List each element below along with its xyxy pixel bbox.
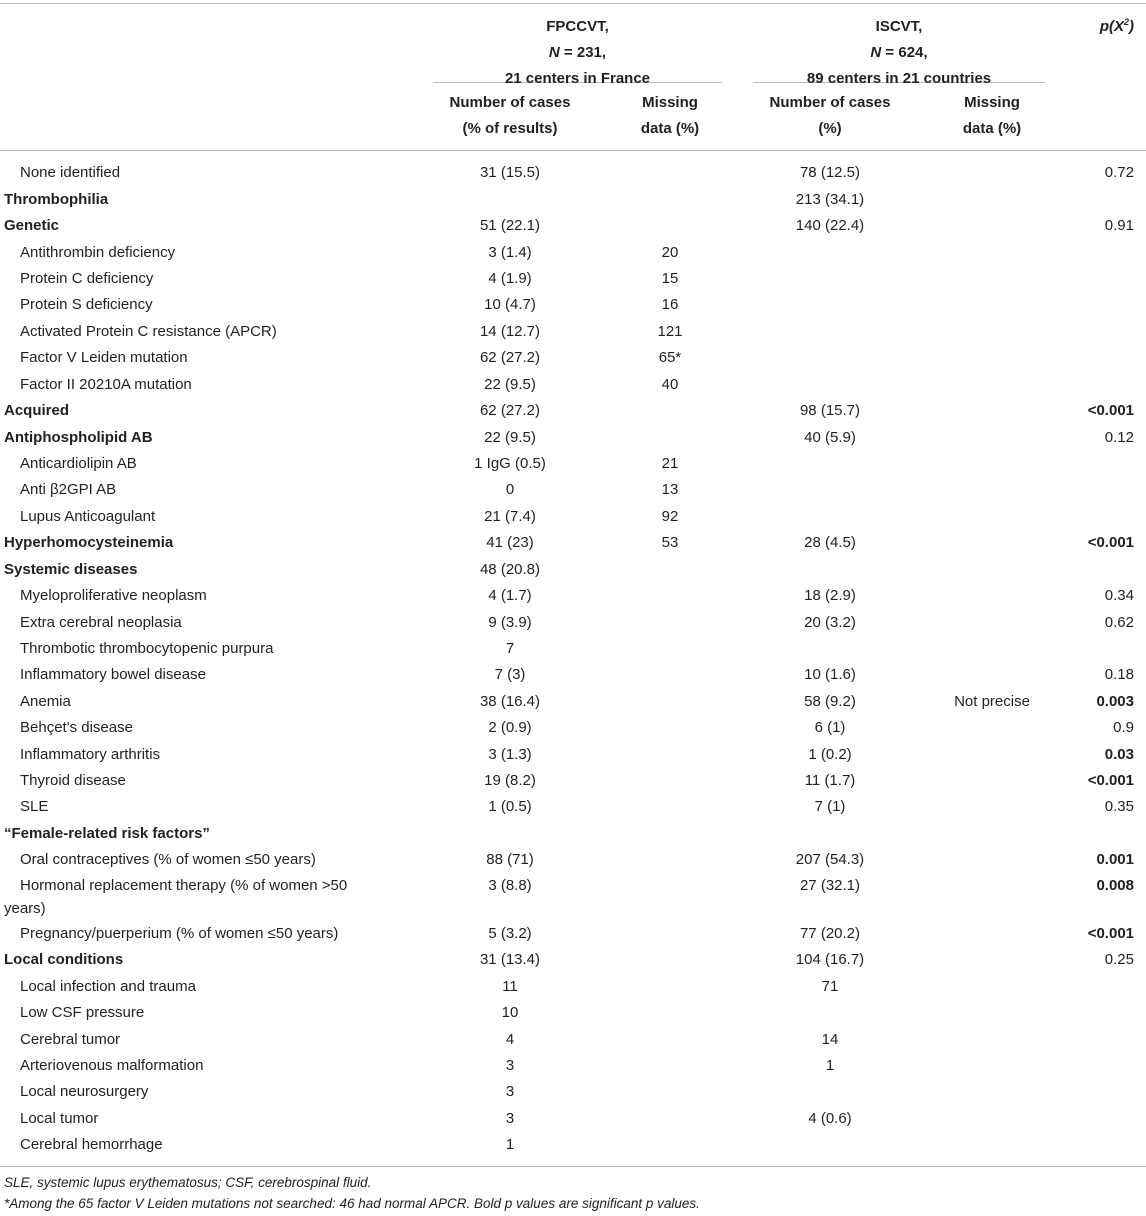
table-cell: 10 (4.7): [484, 296, 536, 313]
row-label: Antithrombin deficiency: [20, 244, 176, 261]
row-label: Arteriovenous malformation: [20, 1057, 204, 1074]
row-label: Local conditions: [4, 951, 124, 968]
table-cell: 5 (3.2): [488, 925, 532, 942]
row-label: Genetic: [4, 217, 60, 234]
p-value-cell: <0.001: [1087, 925, 1134, 942]
table-cell: 4: [505, 1031, 515, 1048]
p-value-cell: 0.34: [1104, 587, 1134, 604]
table-cell: 9 (3.9): [488, 614, 532, 631]
table-cell: 31 (15.5): [479, 164, 541, 181]
row-label: Local neurosurgery: [20, 1083, 149, 1100]
table-cell: 31 (13.4): [479, 951, 541, 968]
table-cell: 77 (20.2): [799, 925, 861, 942]
table-cell: 62 (27.2): [479, 349, 541, 366]
footnote-abbreviations: SLE, systemic lupus erythematosus; CSF, cerebrospinal fluid.: [4, 1175, 372, 1190]
row-label: Thrombophilia: [4, 191, 109, 208]
row-label: Anemia: [20, 693, 71, 710]
table-cell: 58 (9.2): [804, 693, 856, 710]
row-label: Systemic diseases: [4, 561, 138, 578]
p-value-cell: <0.001: [1087, 772, 1134, 789]
table-cell: 6 (1): [814, 719, 846, 736]
row-label: Cerebral hemorrhage: [20, 1136, 163, 1153]
table-cell: 4 (1.9): [488, 270, 532, 287]
row-label: Thrombotic thrombocytopenic purpura: [20, 640, 274, 657]
p-value-header: $p(X^2)$: [1099, 17, 1134, 35]
table-cell: 14: [821, 1031, 839, 1048]
row-label: [4, 873, 348, 919]
row-label: Antiphospholipid AB: [4, 429, 153, 446]
p-value-cell: 0.35: [1104, 798, 1134, 815]
row-label: Factor V Leiden mutation: [20, 349, 188, 366]
row-label: Inflammatory bowel disease: [20, 666, 206, 683]
row-label: Anti β2GPI AB: [20, 481, 117, 498]
header-rule: [0, 150, 1146, 151]
table-cell: 92: [661, 508, 679, 525]
iscvt-header: ISCVT, N = 624, 89 centers in 21 countries: [806, 18, 992, 87]
p-value-cell: <0.001: [1087, 534, 1134, 551]
table-cell: 1 (0.2): [808, 746, 852, 763]
row-label: SLE: [20, 798, 49, 815]
p-value-cell: 0.12: [1104, 429, 1134, 446]
table-cell: 0: [505, 481, 515, 498]
table-cell: 7 (1): [814, 798, 846, 815]
table-cell: 28 (4.5): [804, 534, 856, 551]
table-cell: 3 (1.4): [488, 244, 532, 261]
table-cell: 21 (7.4): [484, 508, 536, 525]
table-cell: 48 (20.8): [479, 561, 541, 578]
row-label-line: years): [4, 900, 46, 917]
row-label: Behçet's disease: [20, 719, 133, 736]
table-cell: 2 (0.9): [488, 719, 532, 736]
fpccvt-cases-header: Number of cases (% of results): [449, 94, 571, 137]
table-cell: 98 (15.7): [799, 402, 861, 419]
footnote-asterisk: *Among the 65 factor V Leiden mutations not searched: 46 had normal APCR. Bold p values are significant p values.: [4, 1196, 700, 1211]
table-cell: 40: [661, 376, 679, 393]
fpccvt-missing-header: Missing data (%): [640, 94, 700, 137]
row-label: None identified: [20, 164, 121, 181]
iscvt-missing-header: Missing data (%): [962, 94, 1022, 137]
table-cell: 51 (22.1): [479, 217, 541, 234]
p-value-cell: 0.62: [1104, 614, 1134, 631]
row-label: Thyroid disease: [20, 772, 126, 789]
table-cell: 22 (9.5): [484, 429, 536, 446]
table-cell: 4 (0.6): [808, 1110, 852, 1127]
table-cell: 11 (1.7): [804, 772, 856, 789]
table-cell: 3: [505, 1083, 515, 1100]
table-cell: 13: [661, 481, 679, 498]
table-cell: 1: [505, 1136, 515, 1153]
table-cell: 71: [821, 978, 839, 995]
row-label: “Female-related risk factors”: [4, 825, 210, 842]
table-cell: 88 (71): [486, 851, 534, 868]
row-label: Hyperhomocysteinemia: [4, 534, 174, 551]
table-cell: 3: [505, 1057, 515, 1074]
row-label: Factor II 20210A mutation: [20, 376, 192, 393]
table-cell: 53: [661, 534, 679, 551]
iscvt-cases-header: Number of cases (%): [769, 94, 891, 137]
p-value-cell: 0.18: [1104, 666, 1134, 683]
table-cell: 213 (34.1): [795, 191, 865, 208]
table-cell: 7 (3): [494, 666, 526, 683]
p-value-cell: 0.91: [1104, 217, 1134, 234]
table-cell: 21: [661, 455, 679, 472]
table-cell: 3: [505, 1110, 515, 1127]
table-cell: 62 (27.2): [479, 402, 541, 419]
row-label: Extra cerebral neoplasia: [20, 614, 182, 631]
row-label: Anticardiolipin AB: [20, 455, 137, 472]
p-value-cell: 0.25: [1104, 951, 1134, 968]
row-label: Myeloproliferative neoplasm: [20, 587, 207, 604]
row-label: Lupus Anticoagulant: [20, 508, 156, 525]
row-label: Local infection and trauma: [20, 978, 196, 995]
table-cell: 10 (1.6): [804, 666, 856, 683]
fpccvt-header: FPCCVT, N = 231, 21 centers in France: [504, 18, 651, 87]
row-label-line: Hormonal replacement therapy (% of women >50: [20, 877, 348, 894]
table-cell: 15: [661, 270, 679, 287]
table-cell: 38 (16.4): [479, 693, 541, 710]
p-value-cell: 0.008: [1096, 877, 1134, 894]
p-value-cell: 0.72: [1104, 164, 1134, 181]
table-cell: 140 (22.4): [795, 217, 865, 234]
table-cell: 3 (8.8): [488, 877, 532, 894]
table-cell: 16: [661, 296, 679, 313]
row-label: Activated Protein C resistance (APCR): [20, 323, 277, 340]
table-cell: 1 (0.5): [488, 798, 532, 815]
top-rule: [0, 3, 1146, 4]
p-value-cell: 0.9: [1113, 719, 1134, 736]
table-cell: 104 (16.7): [795, 951, 865, 968]
row-label: Cerebral tumor: [20, 1031, 121, 1048]
table-cell: 1 IgG (0.5): [474, 455, 546, 472]
table-cell: 11: [502, 978, 518, 995]
table-cell: 1: [825, 1057, 835, 1074]
table-cell: 27 (32.1): [799, 877, 861, 894]
row-label: Low CSF pressure: [20, 1004, 145, 1021]
row-label: Inflammatory arthritis: [20, 746, 161, 763]
table-cell: 4 (1.7): [488, 587, 532, 604]
row-label: Pregnancy/puerperium (% of women ≤50 years): [20, 925, 339, 942]
table-cell: 41 (23): [486, 534, 534, 551]
table-cell: 18 (2.9): [804, 587, 856, 604]
table-cell: 65*: [658, 349, 682, 366]
table-cell: 10: [501, 1004, 519, 1021]
table-cell: 20 (3.2): [804, 614, 856, 631]
p-value-cell: 0.001: [1096, 851, 1134, 868]
table-cell: 22 (9.5): [484, 376, 536, 393]
table-cell: Not precise: [954, 693, 1030, 710]
table-cell: 20: [661, 244, 679, 261]
table-cell: 3 (1.3): [488, 746, 532, 763]
p-value-cell: <0.001: [1087, 402, 1134, 419]
p-value-cell: 0.03: [1104, 746, 1134, 763]
row-label: Oral contraceptives (% of women ≤50 years): [20, 851, 316, 868]
table-cell: 40 (5.9): [804, 429, 856, 446]
table-cell: 121: [657, 323, 683, 340]
table-cell: 7: [505, 640, 515, 657]
row-label: Protein S deficiency: [20, 296, 153, 313]
table-cell: 78 (12.5): [799, 164, 861, 181]
table-cell: 207 (54.3): [795, 851, 865, 868]
p-value-cell: 0.003: [1096, 693, 1134, 710]
row-label: Acquired: [4, 402, 70, 419]
table-cell: 19 (8.2): [484, 772, 536, 789]
row-label: Local tumor: [20, 1110, 99, 1127]
row-label: Protein C deficiency: [20, 270, 154, 287]
bottom-rule: [0, 1166, 1146, 1167]
table-cell: 14 (12.7): [479, 323, 541, 340]
